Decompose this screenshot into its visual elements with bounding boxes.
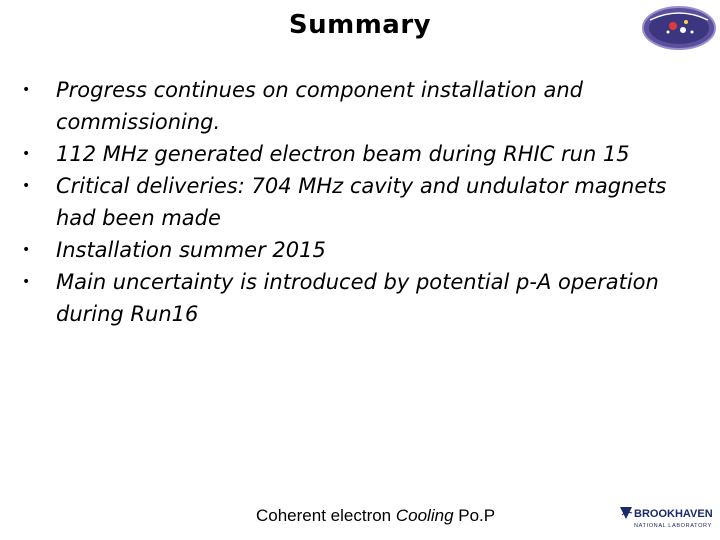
bullet-item: • 112 MHz generated electron beam during RHIC run 15 [18, 138, 708, 170]
bullet-list [18, 74, 708, 330]
brookhaven-logo [618, 503, 718, 533]
slide-title: Summary [288, 10, 432, 40]
bullet-item: • Main uncertainty is introduced by potential p-A operation during Run16 [18, 266, 708, 330]
bullet-item: • Installation summer 2015 [18, 234, 708, 266]
bullet-icon: • [22, 146, 31, 162]
bullet-item: • Progress continues on component installation and commissioning. [18, 74, 708, 138]
bullet-icon: • [22, 82, 31, 98]
bullet-icon: • [22, 178, 31, 194]
footer-title: Coherent electron Cooling Po.P [256, 506, 496, 525]
svg-text:BROOKHAVEN: BROOKHAVEN [634, 508, 713, 520]
bullet-item: • Critical deliveries: 704 MHz cavity and undulator magnets had been made [18, 170, 708, 234]
bullet-icon: • [22, 242, 31, 258]
bullet-icon: • [22, 274, 31, 290]
nuclear-physics-logo [640, 4, 718, 52]
svg-text:NATIONAL LABORATORY: NATIONAL LABORATORY [634, 523, 712, 529]
